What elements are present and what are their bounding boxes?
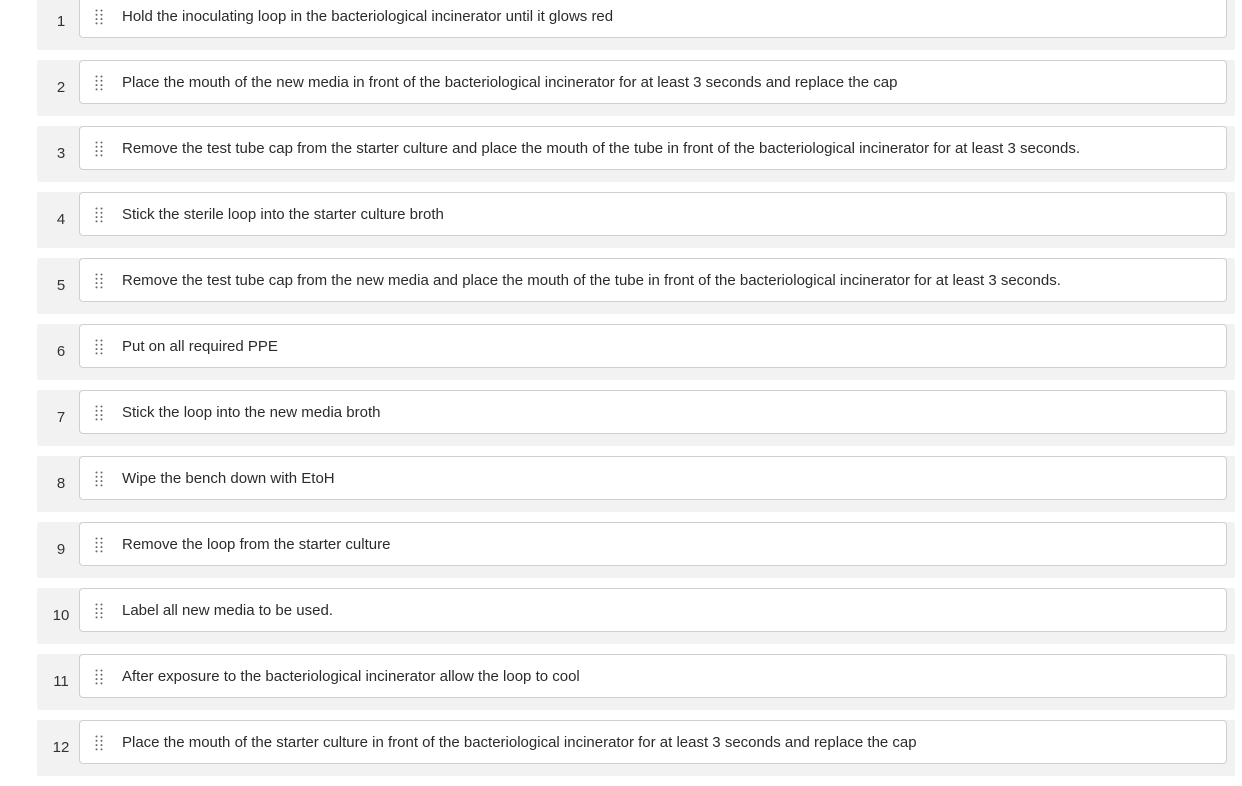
step-text: Remove the test tube cap from the new media and place the mouth of the tube in front of the bacteriological incinerator for at least 3 seconds.: [122, 272, 1061, 289]
step-number: 10: [52, 607, 70, 624]
list-item: [37, 390, 1235, 446]
list-item: [37, 654, 1235, 710]
list-item: [37, 456, 1235, 512]
draggable-step-card[interactable]: [79, 654, 1227, 698]
step-text: Remove the loop from the starter culture: [122, 536, 391, 553]
draggable-step-card[interactable]: [79, 0, 1227, 38]
drag-handle-icon[interactable]: [95, 9, 103, 25]
draggable-step-card[interactable]: [79, 390, 1227, 434]
ordering-list: [37, 0, 1235, 786]
step-text: Wipe the bench down with EtoH: [122, 470, 335, 487]
list-item: [37, 588, 1235, 644]
step-number: 7: [56, 409, 66, 426]
draggable-step-card[interactable]: [79, 192, 1227, 236]
step-text: Remove the test tube cap from the starter culture and place the mouth of the tube in front of the bacteriological incinerator for at least 3 seconds.: [122, 140, 1081, 157]
list-item: [37, 720, 1235, 776]
list-item: [37, 192, 1235, 248]
drag-handle-icon[interactable]: [95, 75, 103, 91]
list-item: [37, 126, 1235, 182]
step-text: Stick the loop into the new media broth: [122, 404, 381, 421]
step-text: Stick the sterile loop into the starter culture broth: [122, 206, 444, 223]
drag-handle-icon[interactable]: [95, 273, 103, 289]
drag-handle-icon[interactable]: [95, 471, 103, 487]
step-number: 11: [53, 673, 69, 690]
drag-handle-icon[interactable]: [95, 537, 103, 553]
step-text: Place the mouth of the new media in front of the bacteriological incinerator for at least 3 seconds and replace the cap: [122, 74, 898, 91]
drag-handle-icon[interactable]: [95, 339, 103, 355]
draggable-step-card[interactable]: [79, 522, 1227, 566]
step-text: Label all new media to be used.: [122, 602, 333, 619]
drag-handle-icon[interactable]: [95, 405, 103, 421]
list-item: [37, 258, 1235, 314]
step-number: 4: [56, 211, 66, 228]
step-text: After exposure to the bacteriological incinerator allow the loop to cool: [122, 668, 580, 685]
step-text: Put on all required PPE: [122, 338, 278, 355]
draggable-step-card[interactable]: [79, 588, 1227, 632]
step-number: 2: [56, 79, 66, 96]
draggable-step-card[interactable]: [79, 720, 1227, 764]
step-number: 9: [56, 541, 66, 558]
list-item: [37, 324, 1235, 380]
step-number: 6: [56, 343, 66, 360]
list-item: [37, 0, 1235, 50]
draggable-step-card[interactable]: [79, 324, 1227, 368]
step-number: 3: [56, 145, 66, 162]
drag-handle-icon[interactable]: [95, 669, 103, 685]
step-text: Place the mouth of the starter culture in front of the bacteriological incinerator for at least 3 seconds and replace the cap: [122, 734, 917, 751]
drag-handle-icon[interactable]: [95, 141, 103, 157]
draggable-step-card[interactable]: [79, 126, 1227, 170]
drag-handle-icon[interactable]: [95, 207, 103, 223]
list-item: [37, 522, 1235, 578]
drag-handle-icon[interactable]: [95, 603, 103, 619]
draggable-step-card[interactable]: [79, 456, 1227, 500]
draggable-step-card[interactable]: [79, 258, 1227, 302]
list-item: [37, 60, 1235, 116]
step-number: 1: [56, 13, 66, 30]
draggable-step-card[interactable]: [79, 60, 1227, 104]
step-number: 5: [56, 277, 66, 294]
step-text: Hold the inoculating loop in the bacteriological incinerator until it glows red: [122, 8, 614, 25]
drag-handle-icon[interactable]: [95, 735, 103, 751]
step-number: 12: [52, 739, 70, 756]
step-number: 8: [56, 475, 66, 492]
